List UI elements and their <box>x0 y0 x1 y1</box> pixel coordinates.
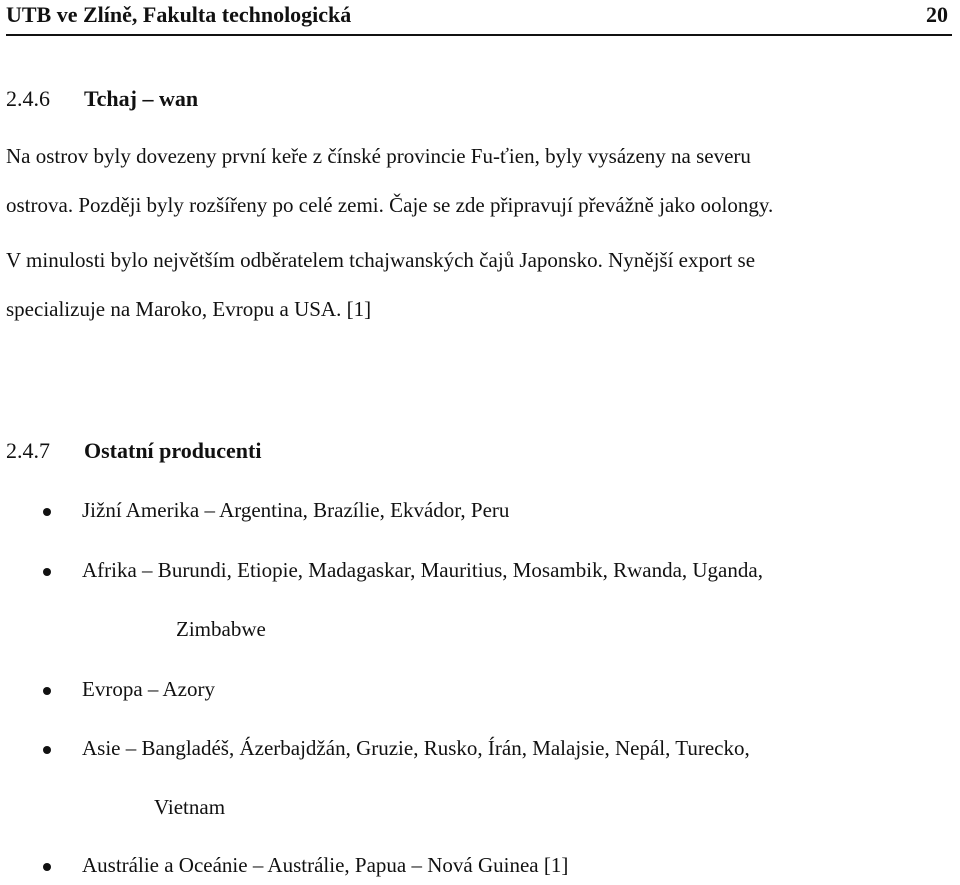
list-item <box>0 677 940 707</box>
list-item <box>0 558 940 588</box>
paragraph-line-3: V minulosti bylo největším odběratelem tchajwanských čajů Japonsko. Nynější export se <box>6 248 756 272</box>
section-heading-taiwan <box>6 86 198 112</box>
list-item-text: Jižní Amerika – Argentina, Brazílie, Ekvádor, Peru <box>82 498 510 522</box>
paragraph-line-4: specializuje na Maroko, Evropu a USA. [1] <box>6 297 372 321</box>
paragraph-line-1: Na ostrov byly dovezeny první keře z čínské provincie Fu-ťien, byly vysázeny na severu <box>6 144 751 168</box>
list-item-text: Austrálie a Oceánie – Austrálie, Papua – Nová Guinea [1] <box>82 853 569 877</box>
list-item-text: Evropa – Azory <box>82 677 215 701</box>
list-item <box>0 736 940 766</box>
section-number: 2.4.7 <box>6 438 50 463</box>
section-title: Tchaj – wan <box>84 86 199 111</box>
page-number: 20 <box>926 2 948 27</box>
list-item <box>0 498 940 528</box>
bullet-icon <box>43 508 51 516</box>
bullet-icon <box>43 568 51 576</box>
bullet-icon <box>43 746 51 754</box>
paragraph-line-2: ostrova. Později byly rozšířeny po celé zemi. Čaje se zde připravují převážně jako oolongy. <box>6 193 774 217</box>
list-item <box>0 853 940 883</box>
list-item-continuation: Vietnam <box>154 795 226 819</box>
list-item-text: Asie – Bangladéš, Ázerbajdžán, Gruzie, Rusko, Írán, Malajsie, Nepál, Turecko, <box>82 736 750 760</box>
list-item-continuation: Zimbabwe <box>176 617 266 641</box>
section-title: Ostatní producenti <box>84 438 262 463</box>
bullet-icon <box>43 687 51 695</box>
section-number: 2.4.6 <box>6 86 50 111</box>
section-heading-other-producers <box>6 438 261 464</box>
header-title: UTB ve Zlíně, Fakulta technologická <box>6 2 352 27</box>
page-header <box>6 0 952 36</box>
list-item-text: Afrika – Burundi, Etiopie, Madagaskar, Mauritius, Mosambik, Rwanda, Uganda, <box>82 558 763 582</box>
bullet-icon <box>43 863 51 871</box>
